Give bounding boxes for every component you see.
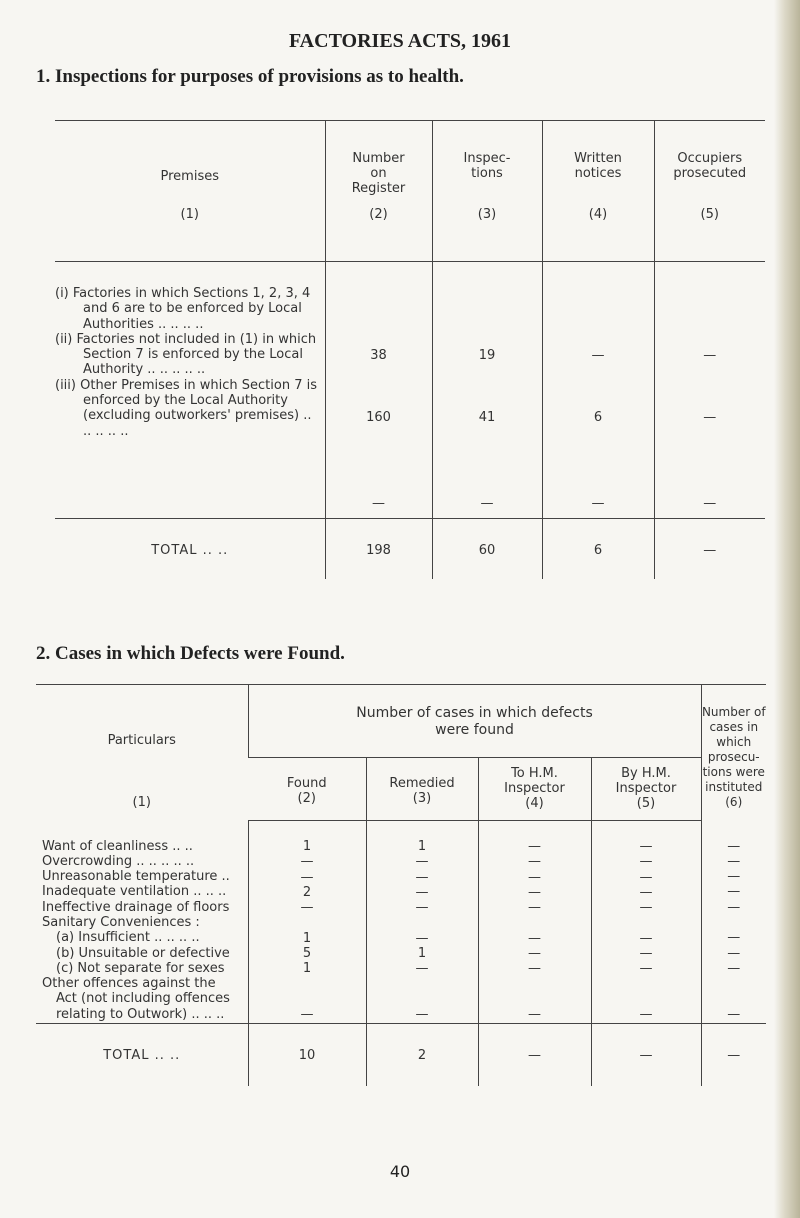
inspections-body-row (55, 262, 765, 519)
register-cell: 38 160 — (325, 262, 432, 519)
page-number: 40 (389, 1162, 411, 1181)
header-defects-group: Number of cases in which defects were found (248, 685, 701, 758)
value-to_hm: — (528, 930, 541, 946)
value-by_hm (592, 992, 701, 1007)
remedied-cell (366, 821, 478, 1024)
particulars-row: Other offences against the (42, 976, 216, 992)
value-by_hm: — (639, 900, 653, 916)
inspections-total-row: TOTAL .. .. 198 60 6 — (55, 519, 765, 580)
value-pros: — (727, 899, 741, 915)
value-found: 1 (302, 839, 312, 854)
value-pros: — (727, 853, 741, 869)
value-found: 1 (302, 961, 312, 977)
value-pros: — (727, 945, 741, 961)
value-found: 2 (302, 884, 312, 900)
header-register: Number on Register (2) (325, 121, 432, 262)
to-hm-cell (478, 821, 591, 1024)
header-found: Found (2) (248, 758, 366, 821)
value-to_hm: — (528, 961, 541, 977)
header-premises: Premises (1) (55, 121, 325, 262)
inspections-table (55, 120, 765, 579)
value-by_hm: — (639, 1007, 653, 1023)
value-pros (702, 915, 767, 930)
value-found: — (300, 869, 314, 885)
defects-total-label: TOTAL .. .. (103, 1048, 181, 1063)
value-by_hm: — (639, 839, 653, 854)
value-remedied: — (415, 1007, 429, 1023)
value-to_hm: — (528, 1007, 541, 1023)
header-to-hm-inspector: To H.M. Inspector (4) (478, 758, 591, 821)
header-notices: Written notices (4) (542, 121, 654, 262)
value-found: — (300, 1007, 314, 1023)
value-to_hm: — (528, 900, 541, 916)
value-found (249, 992, 366, 1007)
value-by_hm (592, 915, 701, 930)
particulars-row: Overcrowding .. .. .. .. .. (42, 853, 195, 869)
particulars-row: Inadequate ventilation .. .. .. (42, 884, 227, 900)
header-remedied: Remedied (3) (366, 758, 478, 821)
value-to_hm (479, 992, 591, 1007)
particulars-row: Sanitary Conveniences : (42, 914, 200, 930)
value-to_hm: — (528, 869, 541, 885)
section1-heading: 1. Inspections for purposes of provisions as to health. (36, 66, 464, 87)
value-remedied: — (415, 961, 429, 977)
value-pros: — (727, 884, 741, 900)
header-particulars: Particulars (1) (107, 733, 176, 810)
value-found (249, 915, 366, 930)
value-by_hm: — (639, 854, 653, 870)
particulars-row: Want of cleanliness .. .. (42, 838, 193, 854)
value-to_hm: — (528, 854, 541, 870)
value-to_hm (479, 977, 591, 992)
premises-item-1: (i) Factories in which Sections 1, 2, 3, 4 and 6 are to be enforced by Local Authorities .. .. .. .. (55, 286, 311, 332)
value-remedied: — (415, 884, 429, 900)
value-found: — (300, 900, 314, 916)
particulars-row: Ineffective drainage of floors (42, 899, 230, 915)
page-title: FACTORIES ACTS, 1961 (288, 30, 512, 52)
particulars-row: Act (not including offences (56, 991, 230, 1007)
value-remedied (367, 977, 478, 992)
value-pros: — (727, 1006, 741, 1022)
defects-total-row: TOTAL .. .. 10 2 — — — (36, 1024, 766, 1087)
particulars-row: (a) Insufficient .. .. .. .. (56, 930, 200, 946)
value-remedied: 1 (417, 946, 427, 962)
value-pros: — (727, 869, 741, 885)
prosecuted-cell: — — — (654, 262, 765, 519)
value-found: 1 (302, 930, 312, 946)
premises-item-2: (ii) Factories not included in (1) in which Section 7 is enforced by the Local Authority .. .. .. .. .. (55, 331, 317, 378)
value-remedied (367, 992, 478, 1007)
value-pros: — (727, 838, 741, 854)
header-prosecuted: Occupiers prosecuted (5) (654, 121, 765, 262)
defects-body-row (36, 821, 766, 1024)
defects-table (36, 684, 766, 1086)
value-found: — (300, 854, 314, 870)
value-found: 5 (302, 946, 312, 962)
value-pros: — (727, 960, 741, 976)
header-by-hm-inspector: By H.M. Inspector (5) (591, 758, 701, 821)
value-by_hm: — (639, 930, 653, 946)
value-to_hm: — (528, 884, 541, 900)
value-by_hm: — (639, 946, 653, 962)
value-remedied: 1 (417, 839, 427, 854)
particulars-row: (b) Unsuitable or defective (56, 945, 230, 961)
total-label: TOTAL .. .. (151, 543, 229, 558)
value-remedied: — (415, 930, 429, 946)
inspections-cell: 19 41 — (432, 262, 542, 519)
value-remedied: — (415, 869, 429, 885)
premises-cell (55, 262, 325, 519)
found-cell (248, 821, 366, 1024)
particulars-row: (c) Not separate for sexes (56, 960, 225, 976)
value-pros (702, 991, 767, 1006)
value-remedied (367, 915, 478, 930)
notices-cell: — 6 — (542, 262, 654, 519)
inspections-header-row (55, 121, 765, 262)
value-to_hm (479, 915, 591, 930)
header-prosecutions: Number of cases in which prosecu- tions were instituted (6) (701, 685, 766, 821)
value-found (249, 977, 366, 992)
page-edge-shadow (774, 0, 800, 1218)
section2-heading: 2. Cases in which Defects were Found. (36, 643, 345, 664)
value-by_hm (592, 977, 701, 992)
particulars-row: Unreasonable temperature .. (42, 869, 230, 885)
value-to_hm: — (528, 946, 541, 962)
value-remedied: — (415, 854, 429, 870)
premises-item-3: (iii) Other Premises in which Section 7 is enforced by the Local Authority (excluding outworkers' premises) .. .. .. .. .. (55, 377, 317, 439)
particulars-cell (36, 821, 248, 1024)
defects-header-row-1 (36, 685, 766, 758)
value-remedied: — (415, 900, 429, 916)
header-inspections: Inspec- tions (3) (432, 121, 542, 262)
prosecutions-cell (701, 821, 766, 1024)
by-hm-cell (591, 821, 701, 1024)
value-by_hm: — (639, 884, 653, 900)
particulars-row: relating to Outwork) .. .. .. (56, 1006, 225, 1022)
value-pros (702, 976, 767, 991)
value-by_hm: — (639, 869, 653, 885)
value-pros: — (727, 930, 741, 946)
value-to_hm: — (528, 839, 541, 854)
value-by_hm: — (639, 961, 653, 977)
